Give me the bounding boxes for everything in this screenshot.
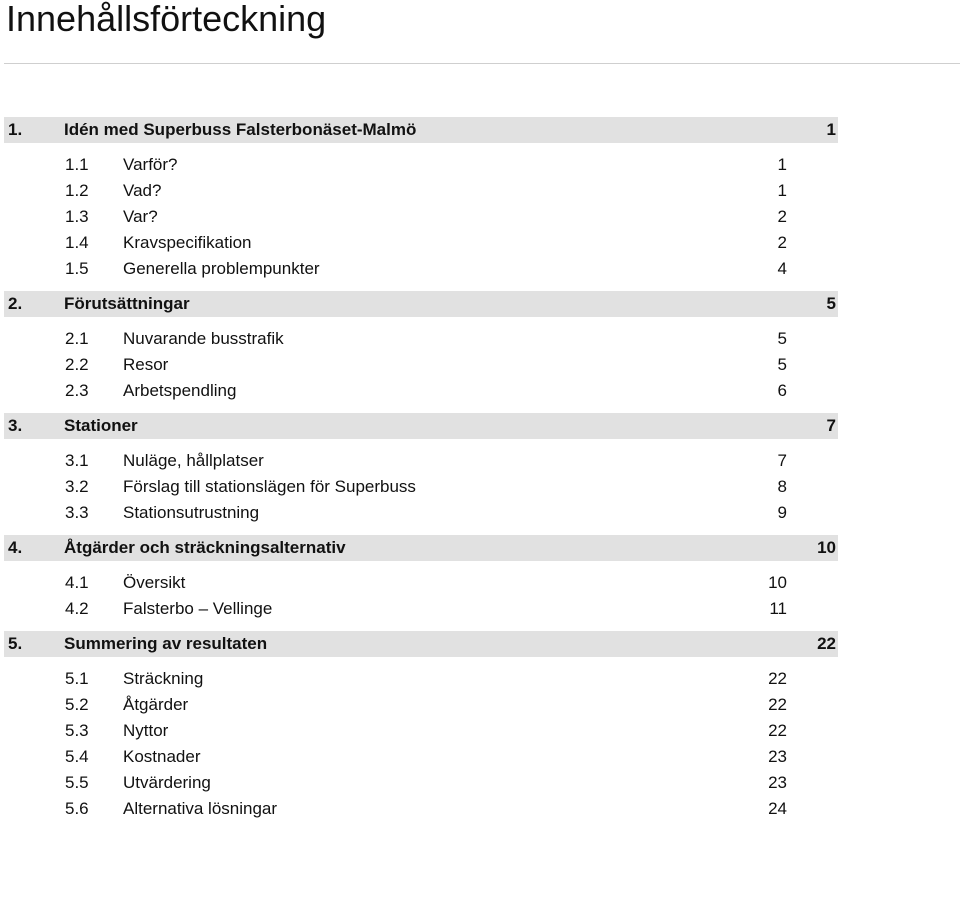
toc-entry-title: Varför? bbox=[123, 155, 178, 174]
toc-entry-title: Resor bbox=[123, 355, 169, 374]
toc-section bbox=[0, 413, 960, 526]
toc-entry[interactable] bbox=[0, 152, 960, 178]
toc-section-title: Idén med Superbuss Falsterbonäset-Malmö bbox=[64, 120, 417, 139]
toc-entry-title: Nuläge, hållplatser bbox=[123, 451, 264, 470]
toc-entry-title: Falsterbo – Vellinge bbox=[123, 599, 273, 618]
toc-subsection-list bbox=[0, 657, 960, 822]
toc-section bbox=[0, 535, 960, 622]
toc-entry-title: Kravspecifikation bbox=[123, 233, 252, 252]
toc-entry[interactable] bbox=[0, 474, 960, 500]
toc-entry[interactable] bbox=[0, 692, 960, 718]
toc-entry-title: Vad? bbox=[123, 181, 162, 200]
toc-section-title: Förutsättningar bbox=[64, 294, 190, 313]
toc-entry-page-number: 2 bbox=[777, 207, 787, 226]
toc-entry-title: Arbetspendling bbox=[123, 381, 237, 400]
toc-subsection-list bbox=[0, 561, 960, 622]
toc-entry-title: Generella problempunkter bbox=[123, 259, 320, 278]
toc-section-title: Summering av resultaten bbox=[64, 634, 268, 653]
toc-entry[interactable] bbox=[0, 596, 960, 622]
toc-entry-page-number: 23 bbox=[768, 773, 787, 792]
toc-entry[interactable] bbox=[0, 204, 960, 230]
toc-section-page-number: 1 bbox=[826, 120, 836, 139]
toc-entry-number: 5.5 bbox=[65, 773, 89, 792]
toc-entry-number: 1.1 bbox=[65, 155, 89, 174]
toc-entry-page-number: 1 bbox=[777, 155, 787, 174]
table-of-contents bbox=[0, 117, 960, 831]
toc-entry[interactable] bbox=[0, 352, 960, 378]
toc-section bbox=[0, 631, 960, 822]
toc-entry-page-number: 22 bbox=[768, 669, 787, 688]
page-title: Innehållsförteckning bbox=[6, 0, 327, 39]
toc-section-header[interactable] bbox=[4, 535, 838, 561]
toc-entry-number: 2.2 bbox=[65, 355, 89, 374]
toc-entry-title: Nuvarande busstrafik bbox=[123, 329, 284, 348]
toc-entry-page-number: 22 bbox=[768, 695, 787, 714]
toc-entry-number: 2.1 bbox=[65, 329, 89, 348]
toc-section-page-number: 7 bbox=[826, 416, 836, 435]
toc-section-number: 3. bbox=[8, 416, 23, 435]
toc-section-header[interactable] bbox=[4, 291, 838, 317]
toc-section-page-number: 5 bbox=[826, 294, 836, 313]
toc-entry-title: Översikt bbox=[123, 573, 186, 592]
toc-entry[interactable] bbox=[0, 326, 960, 352]
toc-entry-number: 1.3 bbox=[65, 207, 89, 226]
toc-entry-page-number: 5 bbox=[777, 355, 787, 374]
toc-section-page-number: 10 bbox=[817, 538, 836, 557]
toc-entry[interactable] bbox=[0, 770, 960, 796]
toc-section-title: Åtgärder och sträckningsalternativ bbox=[64, 538, 346, 557]
toc-entry-number: 5.1 bbox=[65, 669, 89, 688]
toc-entry-title: Kostnader bbox=[123, 747, 201, 766]
toc-entry-number: 1.5 bbox=[65, 259, 89, 278]
toc-entry-number: 4.2 bbox=[65, 599, 89, 618]
toc-entry[interactable] bbox=[0, 178, 960, 204]
toc-entry-number: 3.2 bbox=[65, 477, 89, 496]
toc-section-number: 2. bbox=[8, 294, 23, 313]
toc-entry-number: 5.4 bbox=[65, 747, 89, 766]
title-divider bbox=[4, 63, 960, 64]
toc-entry-page-number: 7 bbox=[777, 451, 787, 470]
toc-entry-page-number: 24 bbox=[768, 799, 787, 818]
toc-section-number: 1. bbox=[8, 120, 23, 139]
toc-entry-title: Utvärdering bbox=[123, 773, 211, 792]
toc-entry-number: 5.3 bbox=[65, 721, 89, 740]
toc-entry[interactable] bbox=[0, 796, 960, 822]
toc-entry-title: Förslag till stationslägen för Superbuss bbox=[123, 477, 416, 496]
toc-entry-page-number: 1 bbox=[777, 181, 787, 200]
toc-entry-number: 5.6 bbox=[65, 799, 89, 818]
toc-entry-title: Alternativa lösningar bbox=[123, 799, 278, 818]
toc-subsection-list bbox=[0, 317, 960, 404]
toc-entry-page-number: 5 bbox=[777, 329, 787, 348]
toc-subsection-list bbox=[0, 439, 960, 526]
toc-entry-number: 2.3 bbox=[65, 381, 89, 400]
toc-entry-page-number: 8 bbox=[777, 477, 787, 496]
toc-entry[interactable] bbox=[0, 256, 960, 282]
toc-entry-page-number: 11 bbox=[769, 599, 787, 618]
toc-entry[interactable] bbox=[0, 378, 960, 404]
toc-subsection-list bbox=[0, 143, 960, 282]
toc-section-number: 4. bbox=[8, 538, 23, 557]
toc-entry-title: Nyttor bbox=[123, 721, 169, 740]
toc-entry-page-number: 23 bbox=[768, 747, 787, 766]
toc-entry[interactable] bbox=[0, 500, 960, 526]
toc-section-header[interactable] bbox=[4, 413, 838, 439]
toc-entry-title: Var? bbox=[123, 207, 158, 226]
toc-entry-page-number: 9 bbox=[777, 503, 787, 522]
toc-entry-number: 3.3 bbox=[65, 503, 89, 522]
toc-section-header[interactable] bbox=[4, 631, 838, 657]
toc-section-header[interactable] bbox=[4, 117, 838, 143]
toc-entry[interactable] bbox=[0, 570, 960, 596]
toc-section-page-number: 22 bbox=[817, 634, 836, 653]
toc-entry[interactable] bbox=[0, 718, 960, 744]
toc-entry-page-number: 10 bbox=[768, 573, 787, 592]
toc-entry-number: 4.1 bbox=[65, 573, 89, 592]
toc-entry-number: 1.2 bbox=[65, 181, 89, 200]
toc-entry-number: 1.4 bbox=[65, 233, 89, 252]
toc-section-title: Stationer bbox=[64, 416, 138, 435]
toc-section bbox=[0, 117, 960, 282]
toc-entry-title: Stationsutrustning bbox=[123, 503, 260, 522]
toc-entry-title: Sträckning bbox=[123, 669, 204, 688]
toc-entry-page-number: 2 bbox=[777, 233, 787, 252]
toc-entry[interactable] bbox=[0, 230, 960, 256]
toc-section bbox=[0, 291, 960, 404]
toc-entry-number: 5.2 bbox=[65, 695, 89, 714]
toc-entry-page-number: 4 bbox=[777, 259, 787, 278]
toc-entry-page-number: 22 bbox=[768, 721, 787, 740]
toc-entry[interactable] bbox=[0, 448, 960, 474]
toc-section-number: 5. bbox=[8, 634, 23, 653]
toc-entry-number: 3.1 bbox=[65, 451, 89, 470]
toc-entry[interactable] bbox=[0, 666, 960, 692]
toc-entry[interactable] bbox=[0, 744, 960, 770]
toc-entry-page-number: 6 bbox=[777, 381, 787, 400]
toc-entry-title: Åtgärder bbox=[123, 695, 189, 714]
